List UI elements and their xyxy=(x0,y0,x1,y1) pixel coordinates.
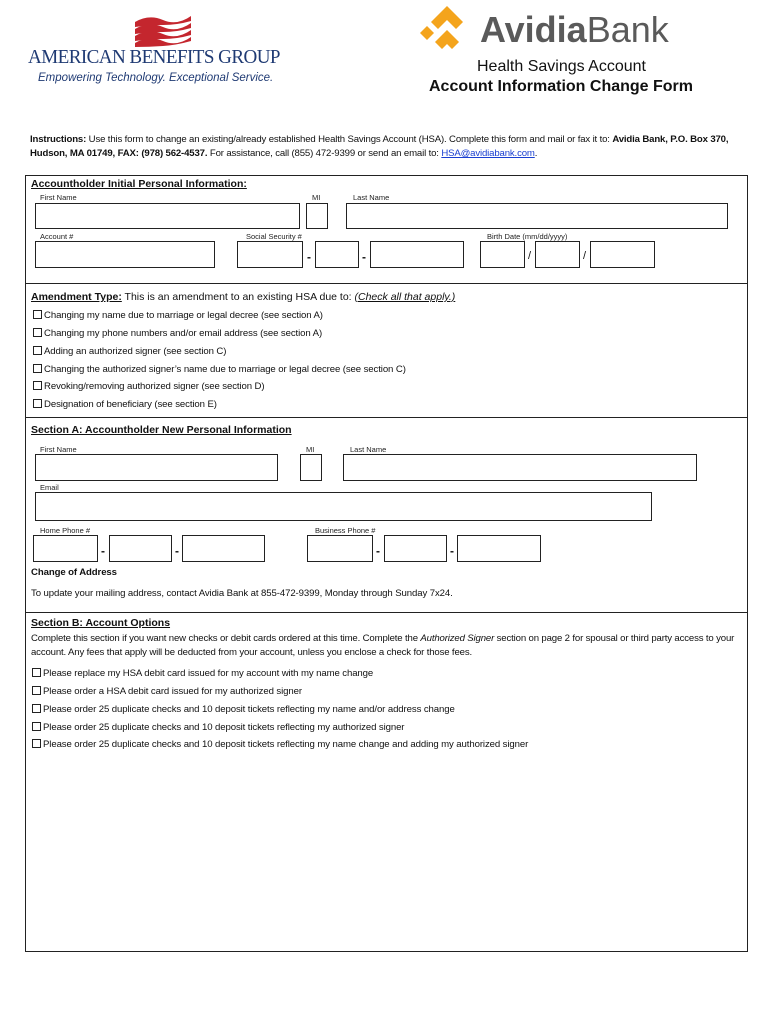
avidia-logo xyxy=(417,4,687,59)
last-name-label: Last Name xyxy=(353,193,390,202)
checkbox[interactable] xyxy=(32,686,41,695)
first-name-label: First Name xyxy=(40,193,77,202)
checkbox[interactable] xyxy=(32,739,41,748)
divider-3 xyxy=(25,612,747,613)
a-first-name-input[interactable] xyxy=(35,454,278,481)
amendment-option-label: Revoking/removing authorized signer (see section D) xyxy=(44,381,265,392)
account-option[interactable] xyxy=(32,686,302,697)
account-option-label: Please order 25 duplicate checks and 10 deposit tickets reflecting my name change and adding my authorized signer xyxy=(43,739,529,750)
ssn-dash-1: - xyxy=(307,250,311,264)
instructions xyxy=(30,133,745,161)
amendment-option[interactable] xyxy=(33,381,264,392)
business-phone-area-input[interactable] xyxy=(307,535,373,562)
birth-day-input[interactable] xyxy=(535,241,580,268)
account-option-label: Please replace my HSA debit card issued for my account with my name change xyxy=(43,668,374,679)
home-phone-dash-1: - xyxy=(101,544,105,558)
business-phone-line-input[interactable] xyxy=(457,535,541,562)
avidia-chevron-icon xyxy=(417,6,477,58)
section-a-heading: Section A: Accountholder New Personal Information xyxy=(31,424,292,436)
amendment-type-text: This is an amendment to an existing HSA due to: xyxy=(121,291,355,303)
checkbox[interactable] xyxy=(32,704,41,713)
ssn-dash-2: - xyxy=(362,250,366,264)
abg-name: AMERICAN BENEFITS GROUP xyxy=(28,46,280,68)
change-address-heading: Change of Address xyxy=(31,567,117,578)
abg-tagline: Empowering Technology. Exceptional Service. xyxy=(38,72,274,84)
amendment-option[interactable] xyxy=(33,346,226,357)
amendment-type-label: Amendment Type: xyxy=(31,291,122,303)
checkbox[interactable] xyxy=(33,328,42,337)
checkbox[interactable] xyxy=(33,381,42,390)
amendment-option[interactable] xyxy=(33,364,406,375)
birth-date-label: Birth Date (mm/dd/yyyy) xyxy=(487,232,568,241)
business-phone-dash-1: - xyxy=(376,544,380,558)
form-title: Account Information Change Form xyxy=(429,78,693,95)
account-option[interactable] xyxy=(32,668,373,679)
home-phone-line-input[interactable] xyxy=(182,535,265,562)
amendment-option-label: Changing my phone numbers and/or email address (see section A) xyxy=(44,328,323,339)
account-label: Account # xyxy=(40,232,74,241)
amendment-option[interactable] xyxy=(33,328,322,339)
a-last-name-input[interactable] xyxy=(343,454,697,481)
a-mi-label: MI xyxy=(306,445,315,454)
amendment-heading xyxy=(31,291,455,303)
business-phone-prefix-input[interactable] xyxy=(384,535,447,562)
divider-1 xyxy=(25,283,747,284)
instructions-text-2: For assistance, call (855) 472-9399 or send an email to: xyxy=(207,148,442,159)
instructions-text-1: Use this form to change an existing/already established Health Savings Account (HSA). Complete this form and mail or fax it to: xyxy=(86,134,613,145)
section-b-text-1b: section on page 2 for spousal or third party access to your xyxy=(494,633,735,644)
avidia-name: Avidia xyxy=(480,9,587,50)
home-phone-area-input[interactable] xyxy=(33,535,98,562)
flag-icon xyxy=(133,12,193,48)
instructions-address-1: Avidia Bank, P.O. Box 370, xyxy=(612,134,729,145)
birth-month-input[interactable] xyxy=(480,241,525,268)
checkbox[interactable] xyxy=(33,310,42,319)
a-mi-input[interactable] xyxy=(300,454,322,481)
section-b-text-italic: Authorized Signer xyxy=(420,633,495,644)
ssn-part1-input[interactable] xyxy=(237,241,303,268)
first-name-input[interactable] xyxy=(35,203,300,229)
amendment-type-note: (Check all that apply.) xyxy=(354,291,456,303)
email-input[interactable] xyxy=(35,492,652,521)
mi-label: MI xyxy=(312,193,321,202)
section-b-text-1a: Complete this section if you want new checks or debit cards ordered at this time. Complete the xyxy=(31,633,421,644)
mi-input[interactable] xyxy=(306,203,328,229)
amendment-option-label: Changing my name due to marriage or legal decree (see section A) xyxy=(44,310,323,321)
instructions-period: . xyxy=(534,148,538,159)
ssn-part3-input[interactable] xyxy=(370,241,464,268)
business-phone-dash-2: - xyxy=(450,544,454,558)
business-phone-label: Business Phone # xyxy=(315,526,376,535)
instructions-address-2: Hudson, MA 01749, FAX: (978) 562-4537. xyxy=(30,148,208,159)
avidia-wordmark xyxy=(480,9,669,50)
a-last-name-label: Last Name xyxy=(350,445,387,454)
section-b-heading: Section B: Account Options xyxy=(31,617,171,629)
a-first-name-label: First Name xyxy=(40,445,77,454)
ssn-label: Social Security # xyxy=(246,232,302,241)
checkbox[interactable] xyxy=(32,722,41,731)
last-name-input[interactable] xyxy=(346,203,728,229)
account-input[interactable] xyxy=(35,241,215,268)
account-option[interactable] xyxy=(32,739,528,750)
checkbox[interactable] xyxy=(33,346,42,355)
section-b-description xyxy=(31,632,747,660)
initial-info-heading: Accountholder Initial Personal Information: xyxy=(31,178,247,190)
account-option-label: Please order 25 duplicate checks and 10 deposit tickets reflecting my name and/or address change xyxy=(43,704,455,715)
account-option[interactable] xyxy=(32,722,404,733)
hsa-email-link[interactable]: HSA@avidiabank.com xyxy=(441,148,535,159)
form-subtitle: Health Savings Account xyxy=(477,58,646,75)
amendment-option[interactable] xyxy=(33,399,217,410)
change-address-text: To update your mailing address, contact Avidia Bank at 855-472-9399, Monday through Sunday 7x24. xyxy=(31,588,453,599)
account-option-label: Please order 25 duplicate checks and 10 deposit tickets reflecting my authorized signer xyxy=(43,722,405,733)
section-b-text-2: account. Any fees that apply will be deducted from your account, unless you enclose a check for those fees. xyxy=(31,647,472,658)
checkbox[interactable] xyxy=(32,668,41,677)
instructions-label: Instructions: xyxy=(30,134,87,145)
bank-name: Bank xyxy=(586,9,669,50)
abg-logo xyxy=(28,12,303,87)
amendment-option-label: Adding an authorized signer (see section C) xyxy=(44,346,227,357)
checkbox[interactable] xyxy=(33,399,42,408)
account-option-label: Please order a HSA debit card issued for my authorized signer xyxy=(43,686,302,697)
birth-year-input[interactable] xyxy=(590,241,655,268)
checkbox[interactable] xyxy=(33,364,42,373)
home-phone-label: Home Phone # xyxy=(40,526,91,535)
ssn-part2-input[interactable] xyxy=(315,241,359,268)
divider-2 xyxy=(25,417,747,418)
birth-slash-1: / xyxy=(528,250,532,262)
amendment-option-label: Designation of beneficiary (see section E) xyxy=(44,399,217,410)
birth-slash-2: / xyxy=(583,250,587,262)
amendment-option[interactable] xyxy=(33,310,323,321)
amendment-option-label: Changing the authorized signer’s name due to marriage or legal decree (see section C) xyxy=(44,364,406,375)
email-label: Email xyxy=(40,483,59,492)
home-phone-dash-2: - xyxy=(175,544,179,558)
account-option[interactable] xyxy=(32,704,455,715)
home-phone-prefix-input[interactable] xyxy=(109,535,172,562)
